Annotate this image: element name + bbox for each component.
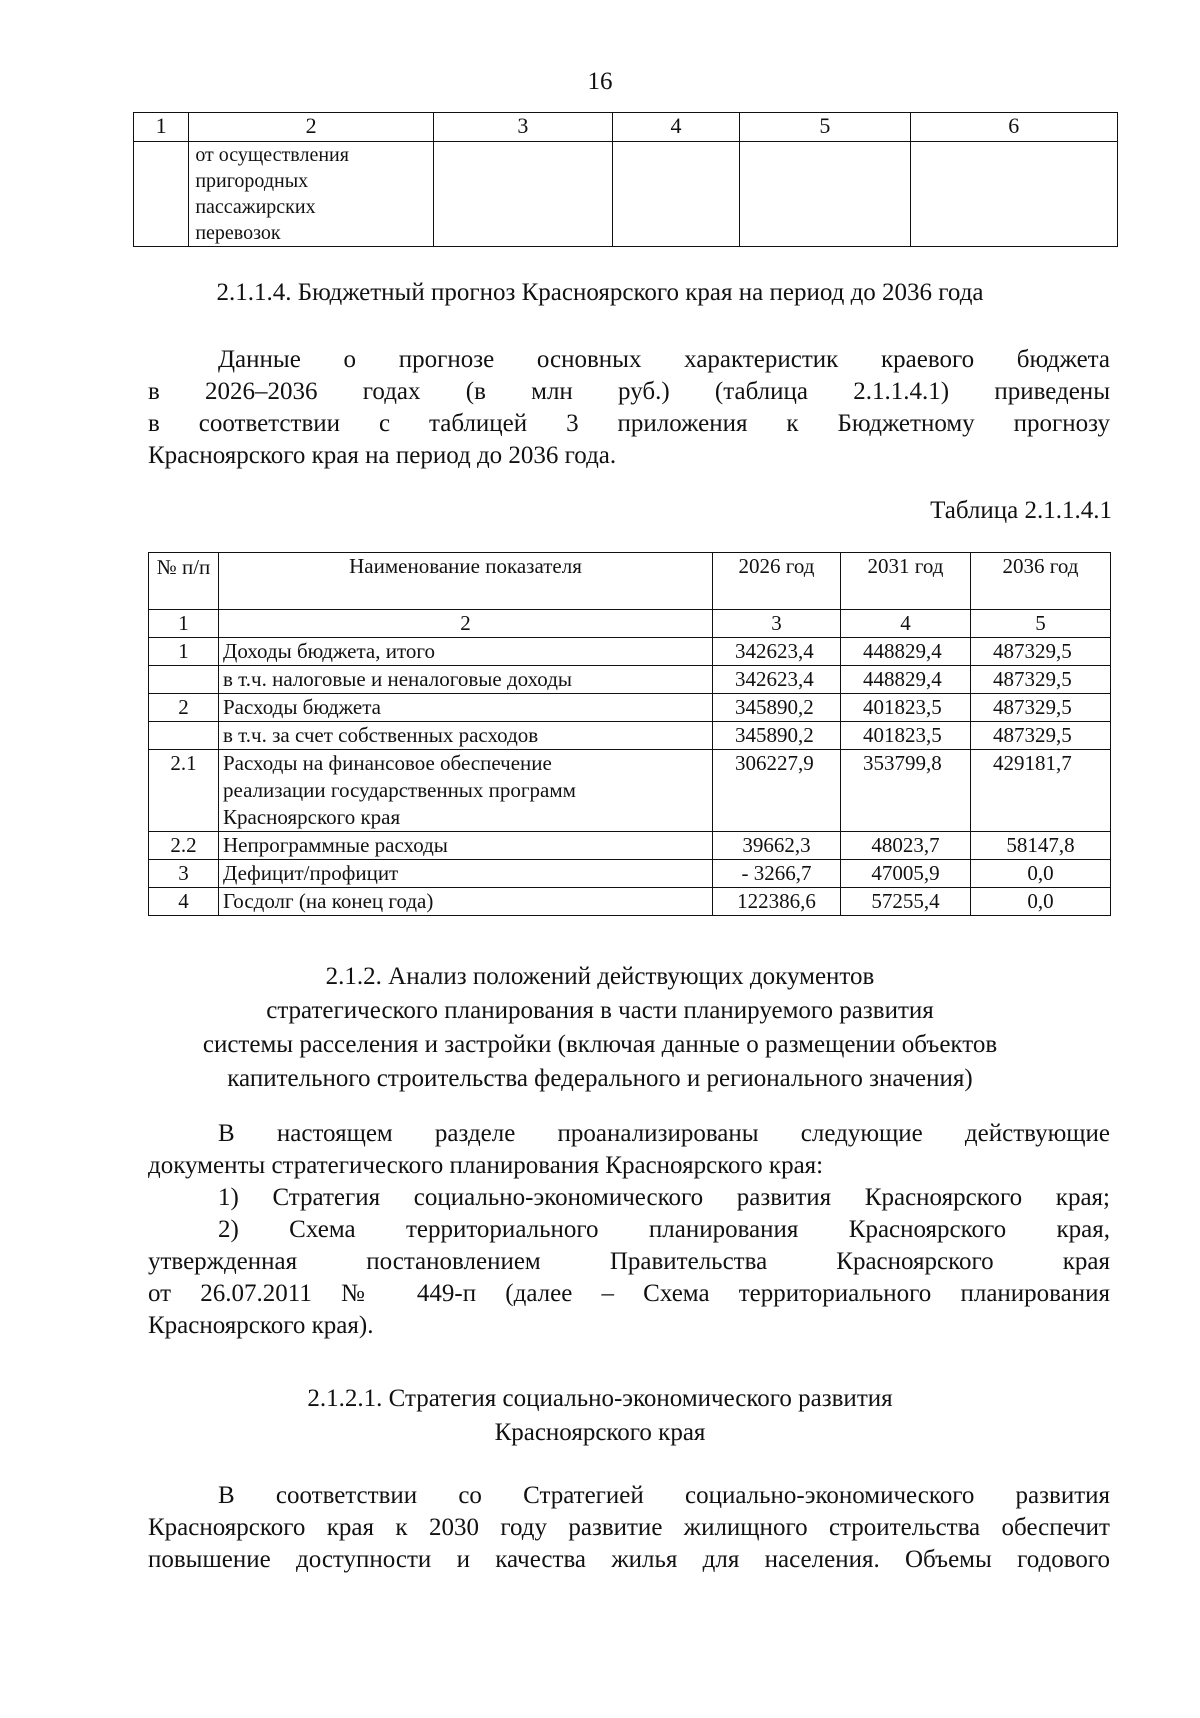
- column-header: № п/п: [149, 553, 219, 610]
- value-2031: 448829,4: [841, 666, 971, 694]
- section-paragraph: [148, 1480, 1110, 1576]
- col-number: 2: [189, 113, 434, 142]
- paragraph-line: Данные о прогнозе основных характеристик краевого бюджета: [218, 346, 1110, 373]
- table-row: [149, 888, 1111, 916]
- budget-table: [148, 552, 1111, 916]
- row-name: Дефицит/профицит: [219, 860, 713, 888]
- column-number: 5: [971, 610, 1111, 638]
- cell-line: пригородных: [195, 170, 309, 192]
- row-description: [189, 142, 434, 247]
- section-heading: [0, 960, 1200, 1096]
- column-header: Наименование показателя: [219, 553, 713, 610]
- value-2026: - 3266,7: [713, 860, 841, 888]
- column-number: 1: [149, 610, 219, 638]
- continuation-table: [133, 112, 1118, 247]
- value-2036: 0,0: [971, 888, 1111, 916]
- value-2036: 487329,5: [971, 666, 1111, 694]
- heading-line: 2.1.2. Анализ положений действующих документов: [325, 963, 875, 990]
- table-row: [149, 832, 1111, 860]
- paragraph-line: Красноярского края на период до 2036 года.: [148, 442, 617, 469]
- list-item: 2) Схема территориального планирования Красноярского края,: [218, 1216, 1110, 1243]
- row-name: Расходы на финансовое обеспечение реализации государственных программ Красноярского края: [219, 750, 713, 832]
- empty-cell: [433, 142, 612, 247]
- table-row: [149, 860, 1111, 888]
- table-row: [149, 722, 1111, 750]
- table-header-row: [134, 113, 1118, 142]
- paragraph-line: утвержденная постановлением Правительства Красноярского края: [148, 1248, 1110, 1275]
- heading-line: системы расселения и застройки (включая данные о размещении объектов: [202, 1031, 998, 1058]
- column-header: 2026 год: [713, 553, 841, 610]
- heading-line: стратегического планирования в части планируемого развития: [266, 997, 934, 1024]
- empty-cell: [910, 142, 1117, 247]
- table-row: [149, 750, 1111, 832]
- column-number: 2: [219, 610, 713, 638]
- section-paragraph: [148, 344, 1110, 472]
- paragraph-line: Красноярского края к 2030 году развитие жилищного строительства обеспечит: [148, 1514, 1110, 1541]
- table-row: [149, 694, 1111, 722]
- table-header-row: [149, 553, 1111, 610]
- column-number: 4: [841, 610, 971, 638]
- row-number: 1: [149, 638, 219, 666]
- column-header: 2036 год: [971, 553, 1111, 610]
- heading-line: капительного строительства федерального и регионального значения): [227, 1065, 973, 1092]
- paragraph-line: В настоящем разделе проанализированы следующие действующие: [218, 1120, 1110, 1147]
- value-2026: 342623,4: [713, 638, 841, 666]
- row-name: в т.ч. налоговые и неналоговые доходы: [219, 666, 713, 694]
- value-2031: 353799,8: [841, 750, 971, 832]
- paragraph-line: Красноярского края).: [148, 1312, 374, 1339]
- row-number: 2.1: [149, 750, 219, 832]
- table-row: [149, 666, 1111, 694]
- col-number: 1: [134, 113, 189, 142]
- value-2026: 345890,2: [713, 722, 841, 750]
- value-2031: 47005,9: [841, 860, 971, 888]
- row-name: в т.ч. за счет собственных расходов: [219, 722, 713, 750]
- empty-cell: [134, 142, 189, 247]
- value-2026: 306227,9: [713, 750, 841, 832]
- empty-cell: [740, 142, 910, 247]
- table-row: [149, 638, 1111, 666]
- row-number: 3: [149, 860, 219, 888]
- value-2026: 342623,4: [713, 666, 841, 694]
- row-name: Расходы бюджета: [219, 694, 713, 722]
- cell-line: перевозок: [195, 222, 281, 244]
- value-2036: 0,0: [971, 860, 1111, 888]
- column-number: 3: [713, 610, 841, 638]
- paragraph-line: документы стратегического планирования Красноярского края:: [148, 1152, 824, 1179]
- value-2031: 401823,5: [841, 694, 971, 722]
- section-heading: [0, 1382, 1200, 1450]
- row-number: 2.2: [149, 832, 219, 860]
- list-item: 1) Стратегия социально-экономического развития Красноярского края;: [218, 1184, 1110, 1211]
- page-number: 16: [587, 68, 613, 95]
- paragraph-line: в 2026–2036 годах (в млн руб.) (таблица 2.1.1.4.1) приведены: [148, 378, 1110, 405]
- value-2031: 448829,4: [841, 638, 971, 666]
- row-number: 4: [149, 888, 219, 916]
- value-2036: 429181,7: [971, 750, 1111, 832]
- value-2036: 487329,5: [971, 638, 1111, 666]
- value-2031: 57255,4: [841, 888, 971, 916]
- value-2026: 122386,6: [713, 888, 841, 916]
- col-number: 6: [910, 113, 1117, 142]
- row-number: 2: [149, 694, 219, 722]
- paragraph-line: от 26.07.2011 № 449-п (далее – Схема территориального планирования: [148, 1280, 1110, 1307]
- paragraph-line: В соответствии со Стратегией социально-экономического развития: [218, 1482, 1110, 1509]
- column-number-row: [149, 610, 1111, 638]
- column-header: 2031 год: [841, 553, 971, 610]
- value-2026: 345890,2: [713, 694, 841, 722]
- row-name: Доходы бюджета, итого: [219, 638, 713, 666]
- value-2031: 401823,5: [841, 722, 971, 750]
- col-number: 5: [740, 113, 910, 142]
- row-name: Непрограммные расходы: [219, 832, 713, 860]
- value-2031: 48023,7: [841, 832, 971, 860]
- value-2036: 487329,5: [971, 722, 1111, 750]
- cell-line: от осуществления: [195, 144, 349, 166]
- col-number: 4: [612, 113, 740, 142]
- cell-line: пассажирских: [195, 196, 316, 218]
- heading-line: Красноярского края: [494, 1419, 706, 1446]
- paragraph-line: в соответствии с таблицей 3 приложения к Бюджетному прогнозу: [148, 410, 1110, 437]
- heading-line: 2.1.2.1. Стратегия социально-экономического развития: [307, 1385, 893, 1412]
- section-paragraph: [148, 1118, 1110, 1342]
- value-2036: 58147,8: [971, 832, 1111, 860]
- row-name: Госдолг (на конец года): [219, 888, 713, 916]
- row-number: [149, 666, 219, 694]
- row-number: [149, 722, 219, 750]
- col-number: 3: [433, 113, 612, 142]
- empty-cell: [612, 142, 740, 247]
- paragraph-line: повышение доступности и качества жилья для населения. Объемы годового: [148, 1546, 1110, 1573]
- table-caption: Таблица 2.1.1.4.1: [930, 497, 1112, 524]
- table-row: [134, 142, 1118, 247]
- value-2026: 39662,3: [713, 832, 841, 860]
- value-2036: 487329,5: [971, 694, 1111, 722]
- section-heading: 2.1.1.4. Бюджетный прогноз Красноярского края на период до 2036 года: [216, 279, 984, 306]
